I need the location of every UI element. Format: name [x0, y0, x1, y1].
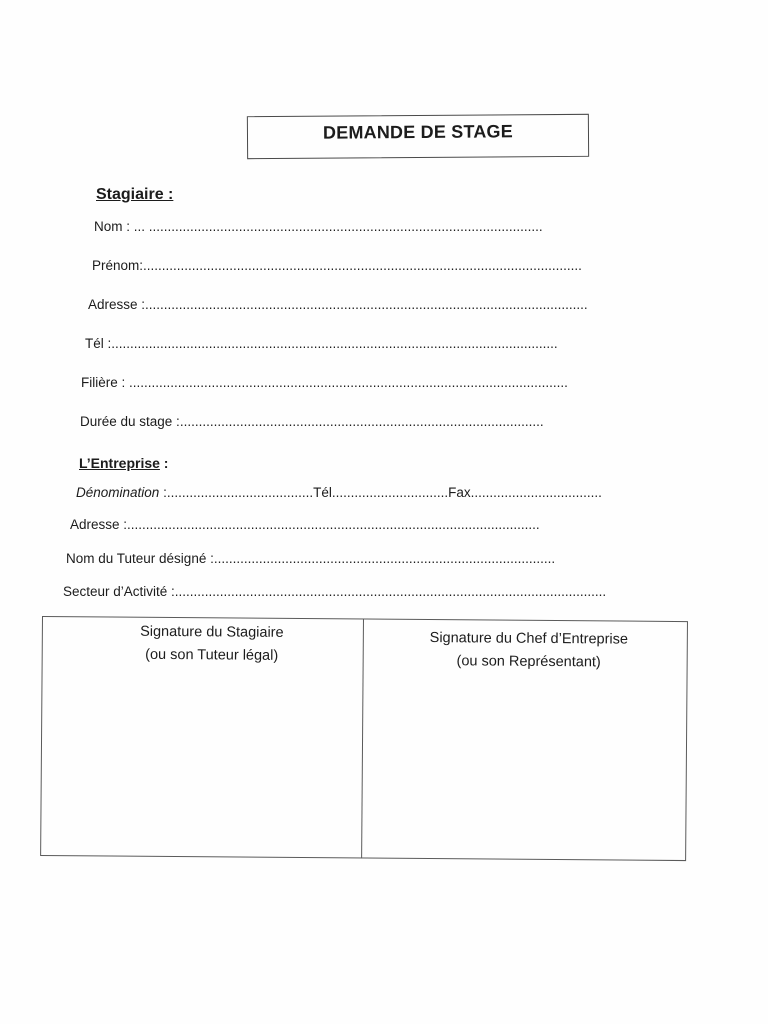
field-prenom[interactable]	[92, 258, 664, 273]
field-adresse-text: Adresse :......................................................................................................................	[88, 297, 588, 312]
field-secteur[interactable]	[63, 584, 662, 599]
field-denomination-text: :.......................................Tél...............................Fax...................................	[159, 485, 602, 500]
field-tel-text: Tél :.......................................................................................................................	[85, 336, 558, 351]
entreprise-heading-suffix: :	[159, 455, 169, 471]
signature-chef-title: Signature du Chef d’Entreprise	[429, 630, 629, 648]
entreprise-heading-wrap	[79, 455, 168, 471]
signature-table	[40, 616, 688, 861]
field-tel[interactable]	[85, 336, 670, 351]
field-duree-stage-text: Durée du stage :.................................................................................................	[80, 414, 544, 429]
field-nom-text: Nom : ... .........................................................................................................	[94, 219, 543, 234]
field-denomination[interactable]	[76, 485, 662, 500]
signature-chef-cell[interactable]	[376, 627, 682, 675]
stagiaire-heading: Stagiaire :	[96, 186, 174, 203]
field-nom[interactable]	[94, 219, 664, 234]
signature-stagiaire-cell[interactable]	[62, 620, 362, 668]
field-filiere-text: Filière : .....................................................................................................................	[81, 375, 568, 390]
field-denomination-label: Dénomination	[76, 485, 160, 500]
signature-stagiaire-subtitle: (ou son Tuteur légal)	[145, 646, 279, 664]
title-box	[247, 114, 589, 159]
signature-chef-subtitle: (ou son Représentant)	[456, 653, 601, 671]
field-tuteur[interactable]	[66, 551, 662, 566]
field-adresse[interactable]	[88, 297, 672, 312]
field-entreprise-adresse-text: Adresse :..............................................................................................................	[70, 517, 540, 532]
field-prenom-text: Prénom:.....................................................................................................................	[92, 258, 582, 273]
field-duree-stage[interactable]	[80, 414, 666, 429]
signature-stagiaire-title: Signature du Stagiaire	[140, 623, 284, 641]
field-entreprise-adresse[interactable]	[70, 517, 662, 532]
field-filiere[interactable]	[81, 375, 661, 390]
entreprise-heading: L’Entreprise	[79, 455, 160, 471]
field-secteur-text: Secteur d’Activité :...................................................................................................................	[63, 584, 607, 599]
document-title: DEMANDE DE STAGE	[322, 121, 513, 143]
field-tuteur-text: Nom du Tuteur désigné :...........................................................................................	[66, 551, 556, 566]
